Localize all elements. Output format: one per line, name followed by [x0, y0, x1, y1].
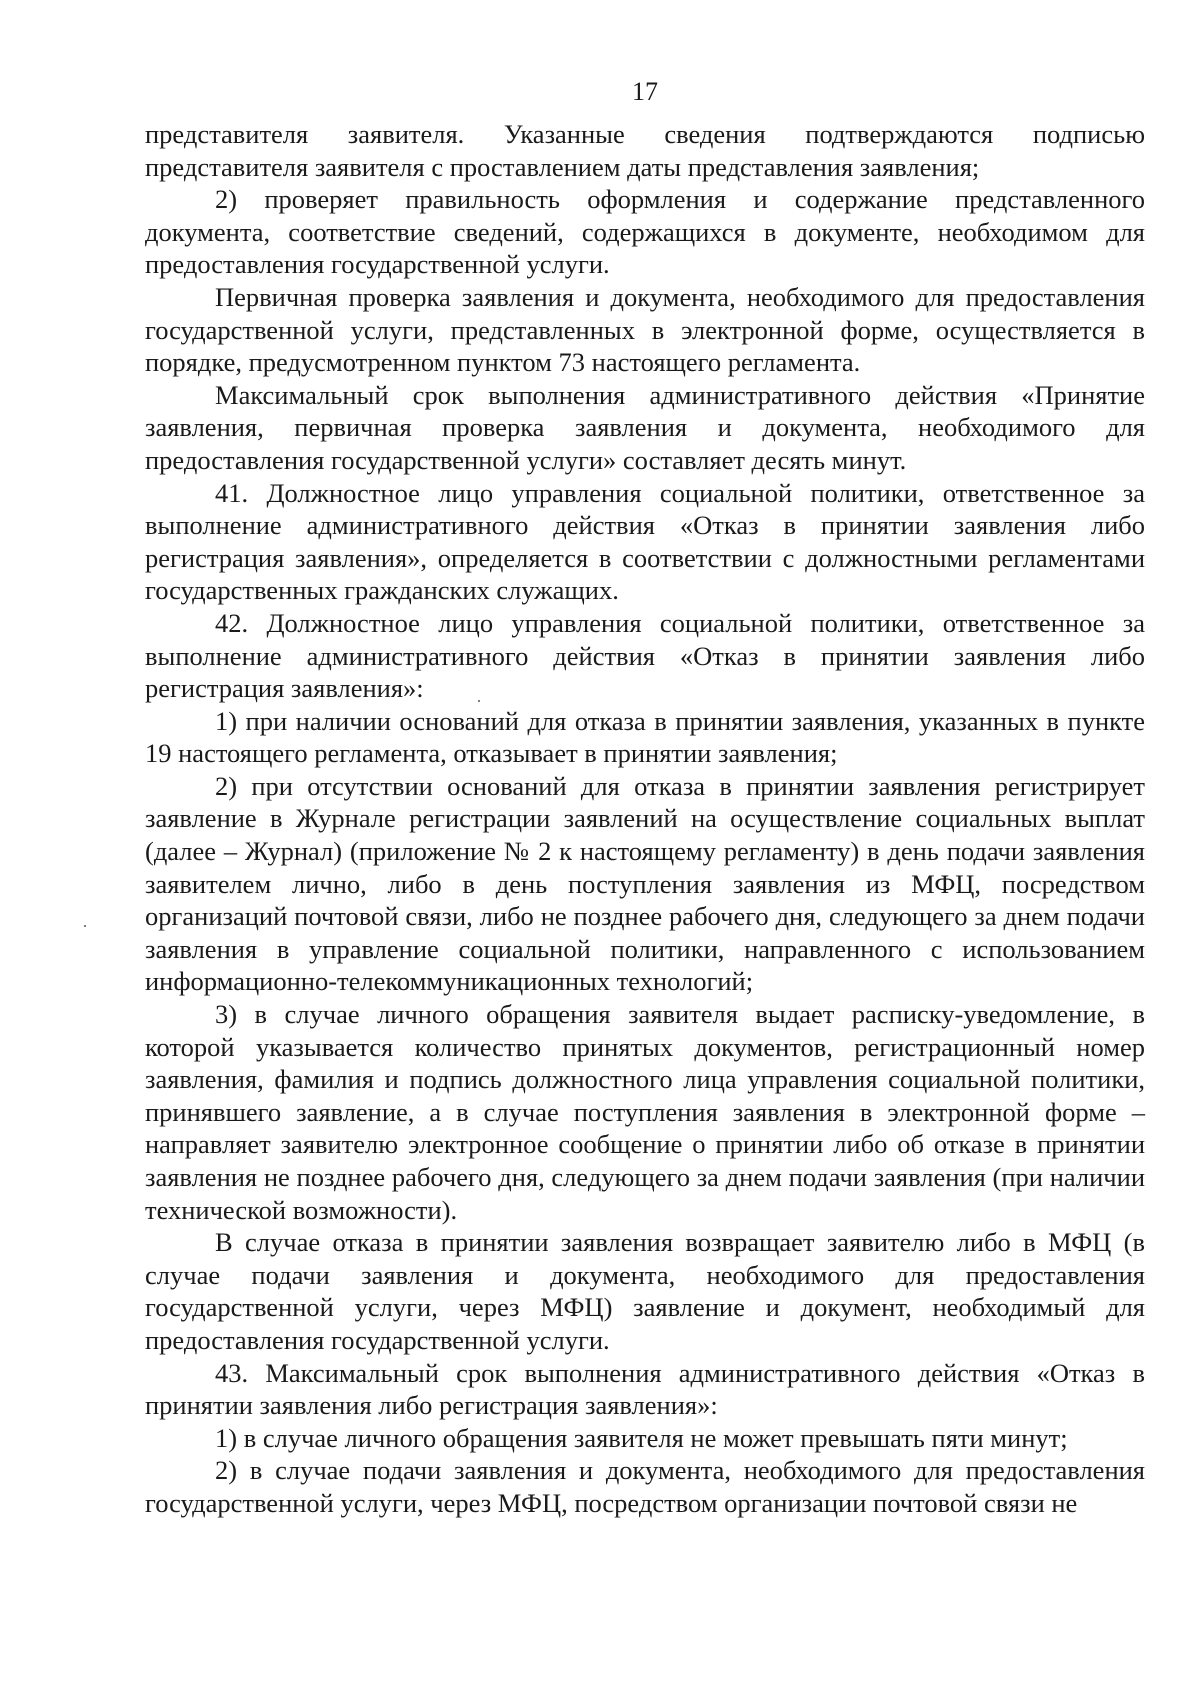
scan-speck [84, 925, 86, 927]
page-number: 17 [632, 77, 658, 106]
paragraph: 2) проверяет правильность оформления и содержание представленного документа, соответствие сведений, содержащихся в документе, необходимом для предоставления государственной услуги. [145, 184, 1145, 280]
document-body [145, 118, 1145, 1520]
paragraph: 41. Должностное лицо управления социальной политики, ответственное за выполнение административного действия «Отказ в принятии заявления либо регистрация заявления», определяется в соответствии с должностными регламентами государственных гражданских служащих. [145, 477, 1145, 606]
paragraph: 3) в случае личного обращения заявителя выдает расписку-уведомление, в которой указывается количество принятых документов, регистрационный номер заявления, фамилия и подпись должностного лица управления социальной политики, принявшего заявление, а в случае поступления заявления в электронной форме – направляет заявителю электронное сообщение о принятии либо об отказе в принятии заявления не позднее рабочего дня, следующего за днем подачи заявления (при наличии технической возможности). [145, 999, 1145, 1225]
paragraph: Максимальный срок выполнения административного действия «Принятие заявления, первичная проверка заявления и документа, необходимого для предоставления государственной услуги» составляет десять минут. [145, 379, 1145, 475]
paragraph: представителя заявителя. Указанные сведения подтверждаются подписью представителя заявителя с проставлением даты представления заявления; [145, 119, 1145, 182]
paragraph: 42. Должностное лицо управления социальной политики, ответственное за выполнение административного действия «Отказ в принятии заявления либо регистрация заявления»: [145, 607, 1145, 704]
paragraph: 1) в случае личного обращения заявителя не может превышать пяти минут; [215, 1422, 1068, 1453]
paragraph: 2) при отсутствии оснований для отказа в принятии заявления регистрирует заявление в Журнале регистрации заявлений на осуществление социальных выплат (далее – Журнал) (приложение № 2 к настоящему регламенту) в день подачи заявления заявителем лично, либо в день поступления заявления из МФЦ, посредством организаций почтовой связи, либо не позднее рабочего дня, следующего за днем подачи заявления в управление социальной политики, направленного с использованием информационно-телекоммуникационных технологий; [145, 770, 1145, 997]
paragraph: 2) в случае подачи заявления и документа, необходимого для предоставления государственной услуги, через МФЦ, посредством организации почтовой связи не [145, 1455, 1145, 1518]
scan-speck [478, 700, 480, 702]
paragraph: Первичная проверка заявления и документа, необходимого для предоставления государственной услуги, представленных в электронной форме, осуществляется в порядке, предусмотренном пунктом 73 настоящего регламента. [145, 281, 1145, 378]
paragraph: 1) при наличии оснований для отказа в принятии заявления, указанных в пункте 19 настоящего регламента, отказывает в принятии заявления; [145, 705, 1145, 769]
paragraph: В случае отказа в принятии заявления возвращает заявителю либо в МФЦ (в случае подачи заявления и документа, необходимого для предоставления государственной услуги, через МФЦ) заявление и документ, необходимый для предоставления государственной услуги. [145, 1227, 1145, 1355]
paragraph: 43. Максимальный срок выполнения административного действия «Отказ в принятии заявления либо регистрация заявления»: [145, 1357, 1145, 1421]
